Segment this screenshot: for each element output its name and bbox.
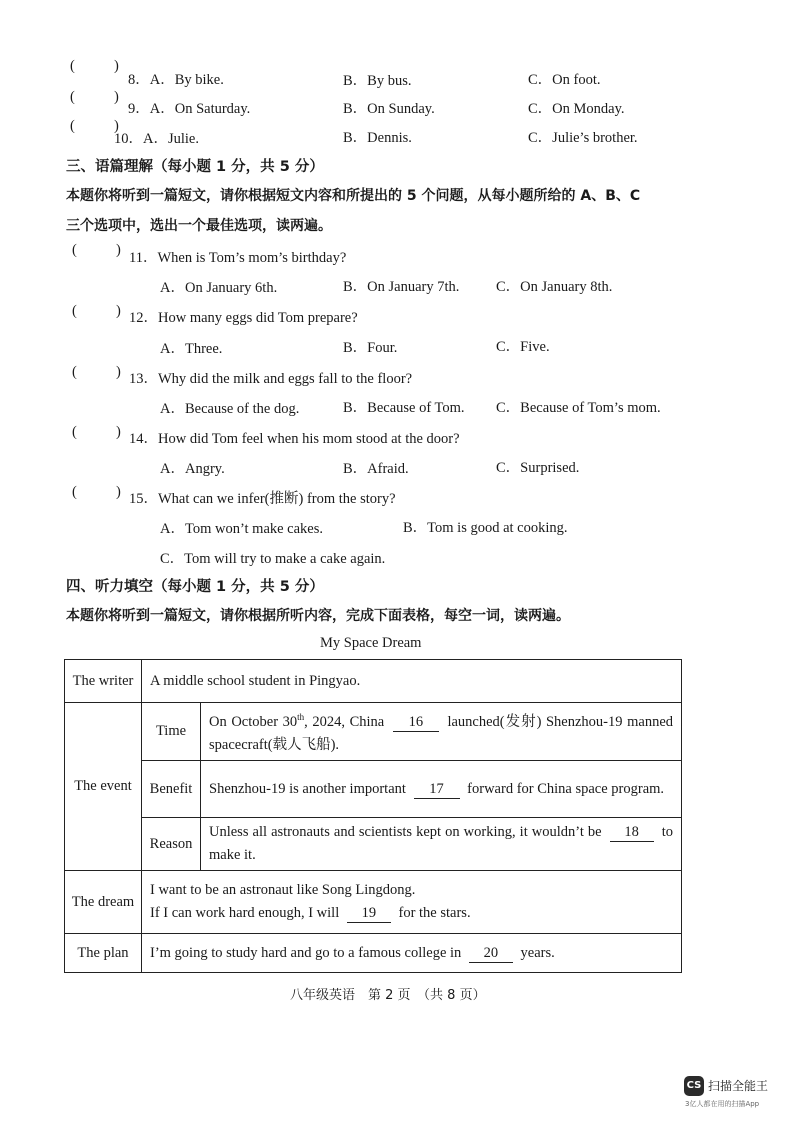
q9-option-a: 9．A．On Saturday.: [128, 101, 251, 117]
fill-in-table: [64, 659, 682, 973]
blank-16[interactable]: 16: [393, 714, 439, 732]
table-title: My Space Dream: [320, 635, 422, 651]
q15-option-a: A．Tom won’t make cakes.: [160, 521, 324, 537]
camscanner-logo-icon: CS: [684, 1076, 704, 1096]
reason-text: [201, 818, 682, 871]
dream-text: [142, 871, 682, 934]
benefit-label: Benefit: [142, 761, 201, 818]
bracket-open: (: [70, 89, 75, 105]
time-text-pre: On October 30: [209, 713, 298, 730]
plan-text-post: years.: [520, 944, 555, 961]
bracket-close: ): [114, 58, 119, 74]
dream-label: The dream: [65, 871, 142, 934]
table-row-writer: [65, 660, 682, 703]
q12-option-b: B．Four.: [343, 340, 398, 356]
section-3-instruction-line2: 三个选项中，选出一个最佳选项，读两遍。: [66, 218, 332, 234]
table-row-time: [65, 703, 682, 761]
time-text-post: launched(发射) Shenzhou-19 manned spacecraft(载人飞船).: [209, 713, 674, 753]
dream-line1: I want to be an astronaut like Song Lingdong.: [150, 882, 416, 898]
blank-18[interactable]: 18: [610, 824, 654, 842]
bracket-close: ): [116, 303, 121, 319]
benefit-text-pre: Shenzhou-19 is another important: [209, 780, 406, 797]
bracket-open: (: [72, 364, 77, 380]
q13-option-a: A．Because of the dog.: [160, 401, 300, 417]
dream-line2: [150, 902, 673, 925]
bracket-close: ): [116, 424, 121, 440]
q10-option-c: C．Julie’s brother.: [528, 130, 638, 146]
q13-stem: 13．Why did the milk and eggs fall to the floor?: [129, 371, 413, 387]
table-row-plan: [65, 934, 682, 973]
benefit-text-post: forward for China space program.: [467, 780, 665, 797]
q8-option-b: B．By bus.: [343, 73, 412, 89]
section-4-heading: 四、听力填空（每小题 1 分，共 5 分）: [66, 579, 324, 595]
q13-option-c: C．Because of Tom’s mom.: [496, 400, 661, 416]
plan-text: [142, 934, 682, 973]
q11-option-b: B．On January 7th.: [343, 279, 460, 295]
q11-option-a: A．On January 6th.: [160, 280, 278, 296]
camscanner-tagline: 3亿人都在用的扫描App: [685, 1100, 760, 1108]
q14-option-c: C．Surprised.: [496, 460, 580, 476]
q11-stem: 11．When is Tom’s mom’s birthday?: [129, 250, 347, 266]
bracket-close: ): [114, 118, 119, 134]
q12-option-c: C．Five.: [496, 339, 550, 355]
q14-option-b: B．Afraid.: [343, 461, 409, 477]
time-text: [201, 703, 682, 761]
bracket-open: (: [70, 118, 75, 134]
q8-option-a: 8．A．By bike.: [128, 72, 224, 88]
table-row-dream: [65, 871, 682, 934]
blank-17[interactable]: 17: [414, 781, 460, 799]
camscanner-brand: 扫描全能王: [708, 1079, 769, 1093]
table-row-reason: [65, 818, 682, 871]
time-label: Time: [142, 703, 201, 761]
time-sup: th: [297, 712, 305, 723]
q15-option-c: C．Tom will try to make a cake again.: [160, 551, 386, 567]
q10-option-a: 10．A．Julie.: [114, 131, 199, 147]
q15-stem: 15．What can we infer(推断) from the story?: [129, 491, 396, 507]
bracket-open: (: [70, 58, 75, 74]
bracket-close: ): [116, 242, 121, 258]
q12-option-a: A．Three.: [160, 341, 223, 357]
section-3-heading: 三、语篇理解（每小题 1 分，共 5 分）: [66, 159, 324, 175]
table-row-benefit: [65, 761, 682, 818]
event-label: The event: [65, 703, 142, 871]
bracket-open: (: [72, 424, 77, 440]
q13-option-b: B．Because of Tom.: [343, 400, 465, 416]
q12-stem: 12．How many eggs did Tom prepare?: [129, 310, 358, 326]
q9-option-b: B．On Sunday.: [343, 101, 435, 117]
q8-option-c: C．On foot.: [528, 72, 601, 88]
dream-text-post: for the stars.: [398, 905, 471, 921]
plan-label: The plan: [65, 934, 142, 973]
reason-text-post: to make it.: [209, 824, 674, 863]
q15-option-b: B．Tom is good at cooking.: [403, 520, 568, 536]
q10-option-b: B．Dennis.: [343, 130, 412, 146]
plan-text-pre: I’m going to study hard and go to a famous college in: [150, 944, 462, 961]
time-text-mid: , 2024, China: [304, 713, 385, 730]
blank-20[interactable]: 20: [469, 945, 513, 963]
writer-text: A middle school student in Pingyao.: [142, 660, 682, 703]
page-footer: 八年级英语 第 2 页 （共 8 页）: [290, 988, 486, 1003]
reason-text-pre: Unless all astronauts and scientists kept on working, it wouldn’t be: [209, 824, 602, 840]
benefit-text: [201, 761, 682, 818]
section-4-instruction: 本题你将听到一篇短文，请你根据所听内容，完成下面表格，每空一词，读两遍。: [66, 608, 570, 624]
section-3-instruction-line1: 本题你将听到一篇短文，请你根据短文内容和所提出的 5 个问题，从每小题所给的 A、B、C: [66, 188, 641, 204]
writer-label: The writer: [65, 660, 142, 703]
q9-option-c: C．On Monday.: [528, 101, 625, 117]
bracket-close: ): [114, 89, 119, 105]
dream-text-pre: If I can work hard enough, I will: [150, 905, 340, 921]
q11-option-c: C．On January 8th.: [496, 279, 613, 295]
reason-label: Reason: [142, 818, 201, 871]
bracket-close: ): [116, 484, 121, 500]
q14-option-a: A．Angry.: [160, 461, 225, 477]
bracket-close: ): [116, 364, 121, 380]
bracket-open: (: [72, 303, 77, 319]
bracket-open: (: [72, 484, 77, 500]
blank-19[interactable]: 19: [347, 905, 391, 923]
bracket-open: (: [72, 242, 77, 258]
q14-stem: 14．How did Tom feel when his mom stood at the door?: [129, 431, 460, 447]
